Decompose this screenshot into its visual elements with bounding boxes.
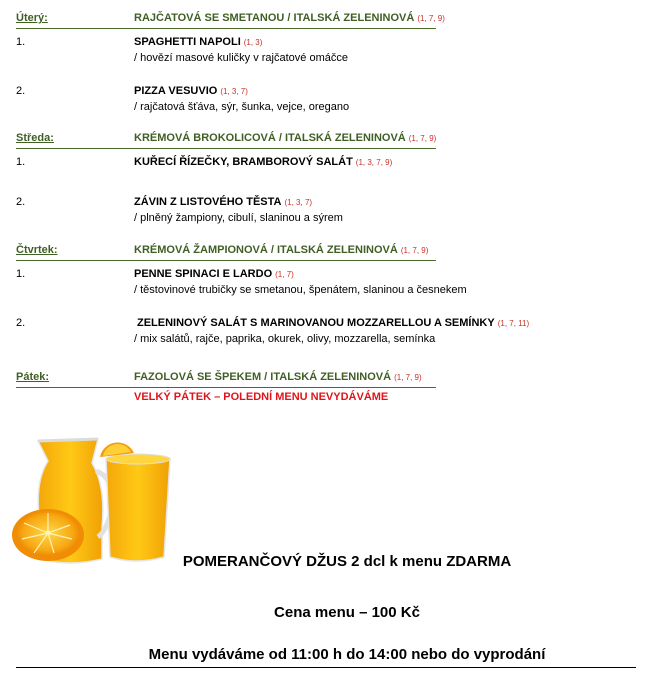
meal-number: 1. (16, 36, 26, 48)
juice-promo: POMERANČOVÝ DŽUS 2 dcl k menu ZDARMA (182, 553, 512, 570)
meal-name: PIZZA VESUVIO (1, 3, 7) (134, 85, 248, 97)
bottom-divider (16, 667, 636, 668)
meal-allergens: (1, 3, 7, 9) (355, 158, 393, 167)
soup-name: RAJČATOVÁ SE SMETANOU / ITALSKÁ ZELENINOVÁ (1, 7, 9) (134, 12, 445, 24)
meal-allergens: (1, 7, 11) (497, 319, 530, 328)
meal-number: 1. (16, 268, 26, 280)
meal-number: 2. (16, 317, 26, 329)
day-header-utery (16, 12, 445, 29)
meal-name: ZELENINOVÝ SALÁT S MARINOVANOU MOZZARELLOU A SEMÍNKY (1, 7, 11) (137, 317, 530, 329)
soup-name: KRÉMOVÁ ŽAMPIONOVÁ / ITALSKÁ ZELENINOVÁ (1, 7, 9) (134, 244, 429, 256)
soup-allergens: (1, 7, 9) (394, 373, 422, 382)
serving-hours: Menu vydáváme od 11:00 h do 14:00 nebo do vyprodání (148, 646, 546, 663)
day-header-ctvrtek (16, 244, 436, 261)
day-label: Středa: (16, 132, 54, 144)
day-label: Úterý: (16, 12, 48, 24)
meal-allergens: (1, 3, 7) (220, 87, 248, 96)
orange-juice-photo (10, 427, 200, 597)
meal-name: ZÁVIN Z LISTOVÉHO TĚSTA (1, 3, 7) (134, 196, 313, 208)
meal-number: 2. (16, 196, 26, 208)
meal-description: / hovězí masové kuličky v rajčatové omáčce (134, 52, 348, 64)
meal-name: SPAGHETTI NAPOLI (1, 3) (134, 36, 263, 48)
meal-description: / rajčatová šťáva, sýr, šunka, vejce, oregano (134, 101, 350, 113)
meal-description: / mix salátů, rajče, paprika, okurek, olivy, mozzarella, semínka (134, 333, 436, 345)
meal-number: 1. (16, 156, 26, 168)
day-header-streda (16, 132, 436, 149)
day-label: Pátek: (16, 371, 50, 383)
meal-description: / těstovinové trubičky se smetanou, špenátem, slaninou a česnekem (134, 284, 467, 296)
soup-name: FAZOLOVÁ SE ŠPEKEM / ITALSKÁ ZELENINOVÁ (1, 7, 9) (134, 371, 422, 383)
day-header-patek (16, 371, 436, 388)
closed-notice: VELKÝ PÁTEK – POLEDNÍ MENU NEVYDÁVÁME (134, 391, 389, 403)
soup-name: KRÉMOVÁ BROKOLICOVÁ / ITALSKÁ ZELENINOVÁ (1, 7, 9) (134, 132, 437, 144)
meal-name: PENNE SPINACI E LARDO (1, 7) (134, 268, 294, 280)
soup-allergens: (1, 7, 9) (408, 134, 437, 143)
day-label: Čtvrtek: (16, 244, 58, 256)
meal-description: / plněný žampiony, cibulí, slaninou a sýrem (134, 212, 343, 224)
meal-allergens: (1, 7) (275, 270, 294, 279)
soup-allergens: (1, 7, 9) (400, 246, 429, 255)
meal-allergens: (1, 3, 7) (284, 198, 313, 207)
meal-number: 2. (16, 85, 26, 97)
meal-name: KUŘECÍ ŘÍZEČKY, BRAMBOROVÝ SALÁT (1, 3, 7, 9) (134, 156, 393, 168)
soup-allergens: (1, 7, 9) (417, 14, 445, 23)
menu-price: Cena menu – 100 Kč (274, 604, 420, 621)
meal-allergens: (1, 3) (243, 38, 263, 47)
